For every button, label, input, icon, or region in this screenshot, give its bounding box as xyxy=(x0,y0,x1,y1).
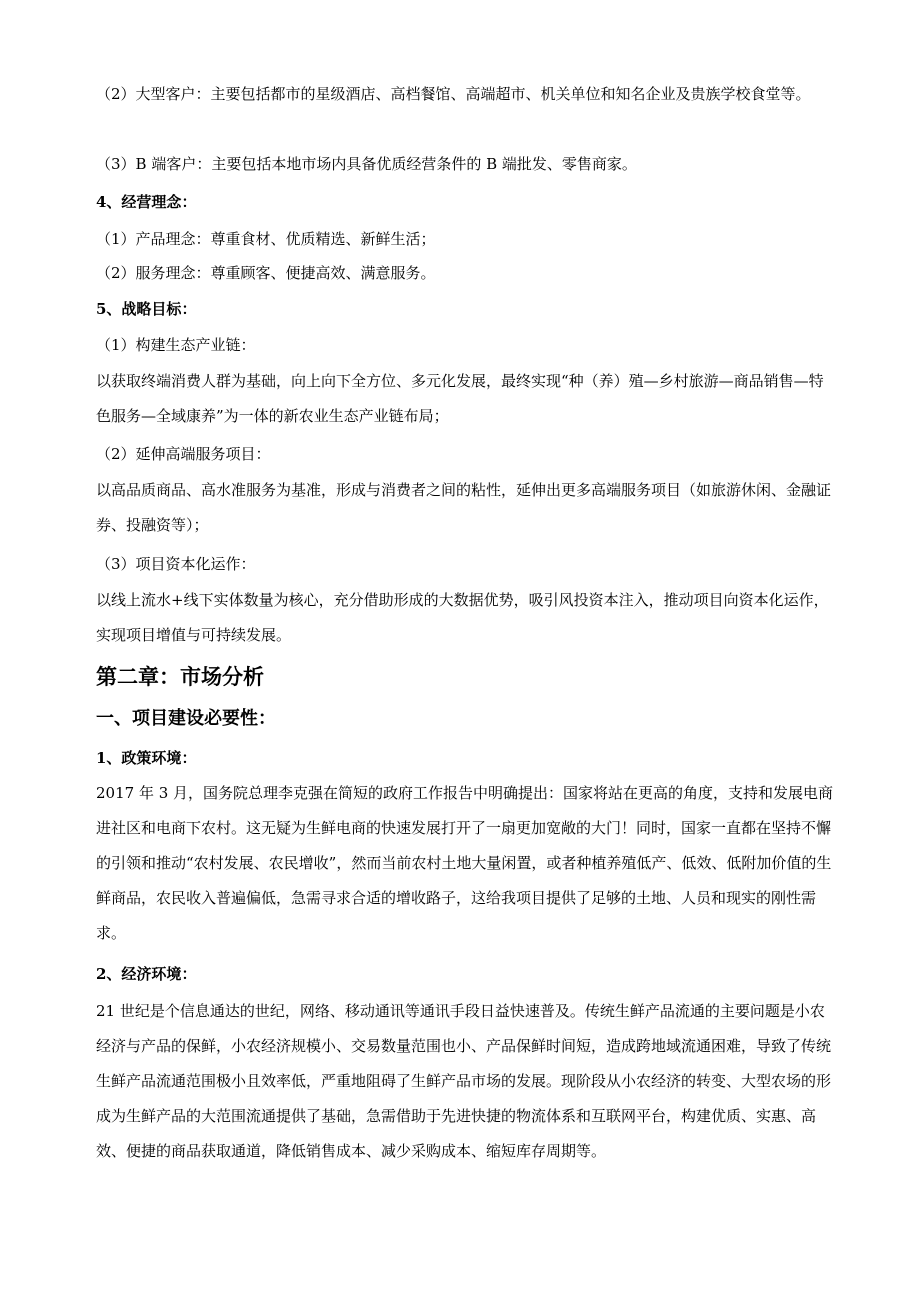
paragraph-goal-2-body: 以高品质商品、高水准服务为基准，形成与消费者之间的粘性，延伸出更多高端服务项目（如旅游休闲、金融证券、投融资等）； xyxy=(96,481,832,534)
section-title: 一、项目建设必要性： xyxy=(96,708,276,729)
paragraph-service-philosophy: （2）服务理念：尊重顾客、便捷高效、满意服务。 xyxy=(96,264,436,282)
paragraph-goal-3-title: （3）项目资本化运作： xyxy=(96,555,256,573)
paragraph-policy-environment: 2017 年 3 月，国务院总理李克强在简短的政府工作报告中明确提出：国家将站在更高的角度，支持和发展电商进社区和电商下农村。这无疑为生鲜电商的快速发展打开了一扇更加宽敞的大门！同时，国家一直都在坚持不懈的引领和推动“农村发展、农民增收”，然而当前农村土地大量闲置，或者种植养殖低产、低效、低附加价值的生鲜商品，农民收入普遍偏低，急需寻求合适的增收路子，这给我项目提供了足够的土地、人员和现实的刚性需求。 xyxy=(96,784,834,942)
heading-economic-environment: 2、经济环境： xyxy=(96,965,197,983)
heading-policy-environment: 1、政策环境： xyxy=(96,749,197,767)
heading-business-philosophy: 4、经营理念： xyxy=(96,193,197,211)
paragraph-product-philosophy: （1）产品理念：尊重食材、优质精选、新鲜生活； xyxy=(96,230,436,248)
chapter-title: 第二章：市场分析 xyxy=(96,664,264,689)
heading-strategic-goals: 5、战略目标： xyxy=(96,300,197,318)
paragraph-goal-1-body: 以获取终端消费人群为基础，向上向下全方位、多元化发展，最终实现“种（养）殖—乡村旅游—商品销售—特色服务—全域康养”为一体的新农业生态产业链布局； xyxy=(96,372,824,425)
paragraph-economic-environment: 21 世纪是个信息通达的世纪，网络、移动通讯等通讯手段日益快速普及。传统生鲜产品流通的主要问题是小农经济与产品的保鲜，小农经济规模小、交易数量范围也小、产品保鲜时间短，造成跨地域流通困难，导致了传统生鲜产品流通范围极小且效率低，严重地阻碍了生鲜产品市场的发展。现阶段从小农经济的转变、大型农场的形成为生鲜产品的大范围流通提供了基础，急需借助于先进快捷的物流体系和互联网平台，构建优质、实惠、高效、便捷的商品获取通道，降低销售成本、减少采购成本、缩短库存周期等。 xyxy=(96,1002,832,1160)
paragraph-b-clients: （3）B 端客户：主要包括本地市场内具备优质经营条件的 B 端批发、零售商家。 xyxy=(96,155,637,173)
paragraph-large-clients: （2）大型客户：主要包括都市的星级酒店、高档餐馆、高端超市、机关单位和知名企业及贵族学校食堂等。 xyxy=(96,85,811,103)
paragraph-goal-3-body: 以线上流水+线下实体数量为核心，充分借助形成的大数据优势，吸引风投资本注入，推动项目向资本化运作，实现项目增值与可持续发展。 xyxy=(96,591,829,644)
paragraph-goal-1-title: （1）构建生态产业链： xyxy=(96,336,256,354)
paragraph-goal-2-title: （2）延伸高端服务项目： xyxy=(96,445,271,463)
